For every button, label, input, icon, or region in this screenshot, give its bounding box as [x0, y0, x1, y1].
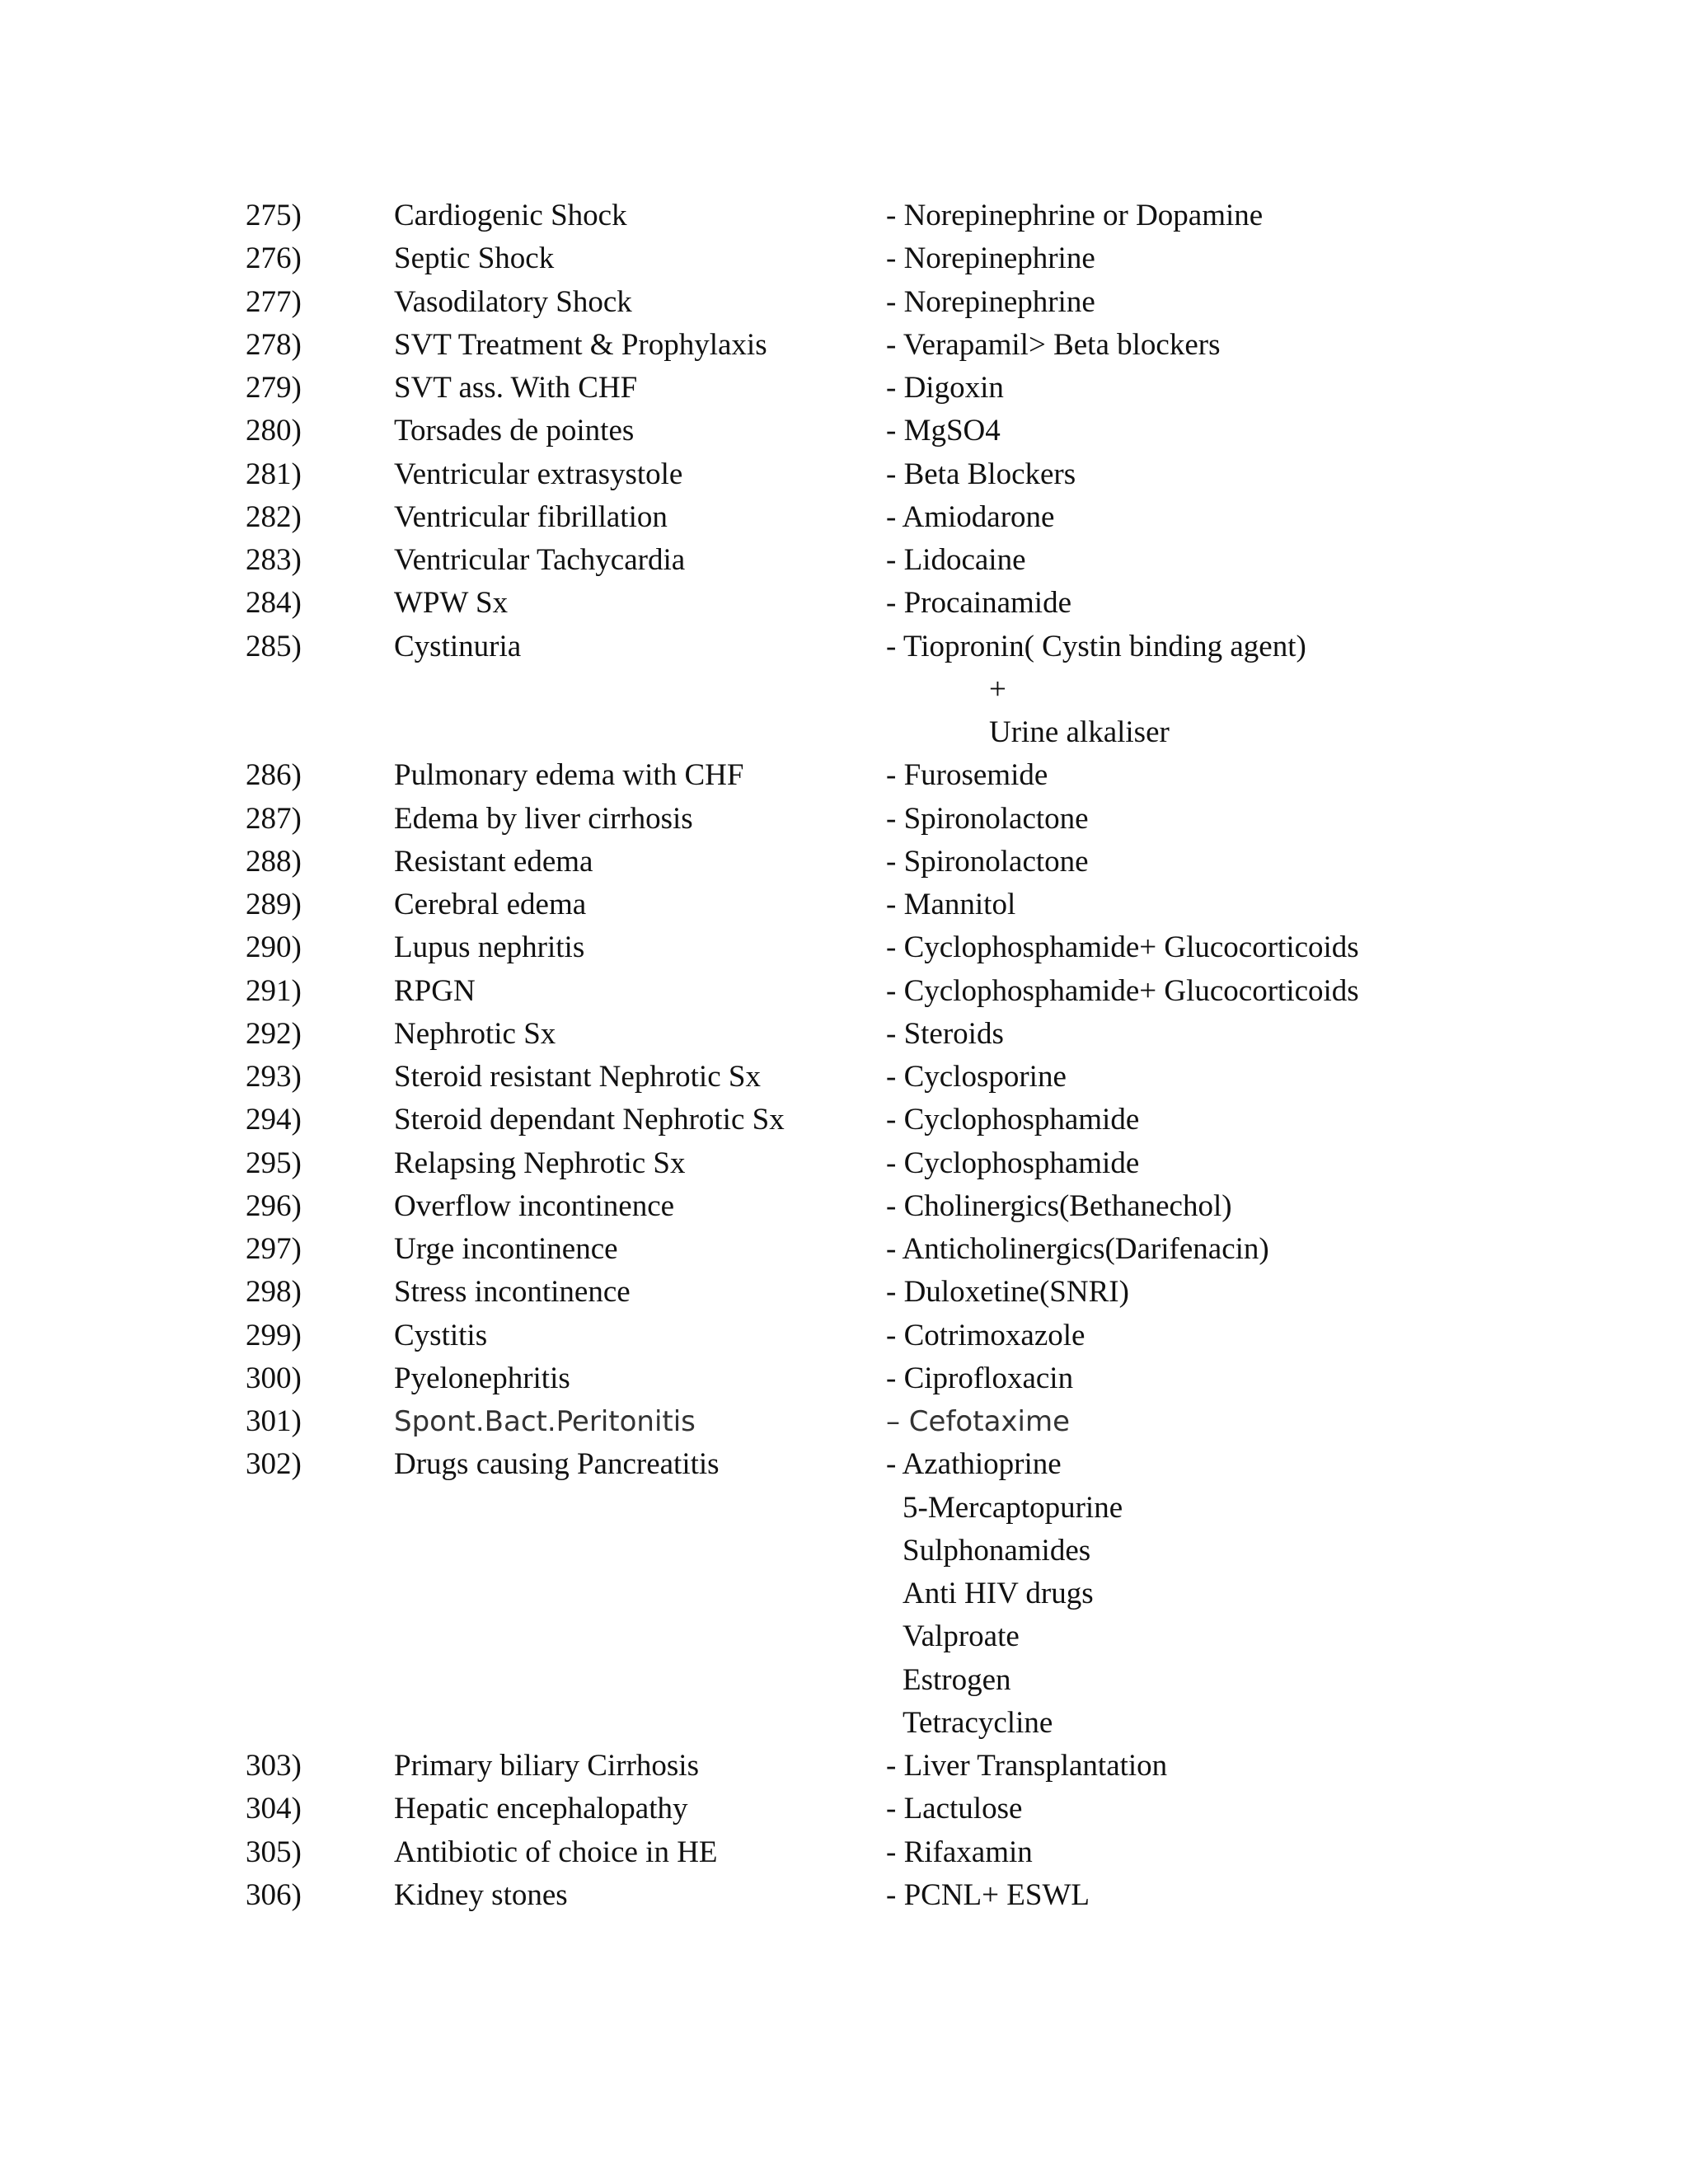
treatment-text: - Verapamil> Beta blockers	[886, 327, 1221, 362]
list-item	[0, 1400, 1688, 1443]
condition-name: Cerebral edema	[394, 888, 587, 921]
condition-name: Steroid resistant Nephrotic Sx	[394, 1060, 761, 1094]
condition-name: Cardiogenic Shock	[394, 199, 627, 232]
item-number: 301)	[246, 1404, 302, 1438]
treatment-text: Anti HIV drugs	[903, 1577, 1094, 1610]
condition-name: Spont.Bact.Peritonitis	[394, 1405, 696, 1438]
item-number: 304)	[246, 1792, 302, 1826]
item-number: 292)	[246, 1016, 302, 1051]
condition-name: Overflow incontinence	[394, 1188, 675, 1223]
condition-name: Primary biliary Cirrhosis	[394, 1749, 699, 1783]
list-item	[0, 1271, 1688, 1314]
treatment-text: - Ciprofloxacin	[886, 1361, 1074, 1395]
list-item	[0, 1874, 1688, 1917]
item-number: 294)	[246, 1103, 302, 1137]
condition-name: Stress incontinence	[394, 1275, 631, 1310]
condition-name: Cystinuria	[394, 629, 522, 663]
treatment-text: Sulphonamides	[903, 1533, 1091, 1568]
treatment-text: - Procainamide	[886, 586, 1071, 621]
item-number: 298)	[246, 1275, 302, 1310]
list-item	[0, 410, 1688, 452]
treatment-text: Estrogen	[903, 1662, 1011, 1697]
treatment-text: - Digoxin	[886, 371, 1004, 405]
treatment-text: +	[989, 672, 1006, 706]
list-item	[0, 1831, 1688, 1874]
condition-name: SVT ass. With CHF	[394, 371, 638, 405]
list-item	[0, 1099, 1688, 1141]
list-item	[0, 1056, 1688, 1099]
treatment-text: - Beta Blockers	[886, 457, 1076, 491]
treatment-text: - Steroids	[886, 1016, 1004, 1051]
treatment-text: - Furosemide	[886, 758, 1048, 793]
list-item	[0, 1357, 1688, 1400]
list-item	[0, 754, 1688, 797]
treatment-text: - Cyclosporine	[886, 1060, 1067, 1094]
item-number: 280)	[246, 414, 302, 448]
list-item	[0, 1228, 1688, 1271]
treatment-text: - Azathioprine	[886, 1447, 1062, 1482]
treatment-text: - Cotrimoxazole	[886, 1318, 1085, 1352]
list-item	[0, 324, 1688, 367]
item-number: 297)	[246, 1232, 302, 1266]
condition-name: Drugs causing Pancreatitis	[394, 1447, 720, 1482]
item-number: 283)	[246, 543, 302, 577]
condition-name: RPGN	[394, 973, 476, 1008]
list-item	[0, 194, 1688, 237]
condition-name: Antibiotic of choice in HE	[394, 1835, 718, 1869]
item-number: 291)	[246, 973, 302, 1008]
treatment-text: - Spironolactone	[886, 801, 1089, 836]
item-number: 278)	[246, 327, 302, 362]
condition-name: Pulmonary edema with CHF	[394, 758, 744, 793]
list-item	[0, 1487, 1688, 1530]
item-number: 293)	[246, 1060, 302, 1094]
treatment-text: - Norepinephrine	[886, 284, 1095, 319]
list-item	[0, 1745, 1688, 1788]
item-number: 288)	[246, 844, 302, 879]
list-item	[0, 1185, 1688, 1228]
condition-name: Lupus nephritis	[394, 930, 585, 965]
condition-name: Cystitis	[394, 1318, 488, 1352]
list-item	[0, 582, 1688, 625]
list-item	[0, 1530, 1688, 1572]
item-number: 299)	[246, 1318, 302, 1352]
item-number: 279)	[246, 371, 302, 405]
item-number: 287)	[246, 801, 302, 836]
item-number: 295)	[246, 1146, 302, 1180]
item-number: 305)	[246, 1835, 302, 1869]
treatment-text: - Cyclophosphamide	[886, 1146, 1140, 1180]
treatment-text: Urine alkaliser	[989, 715, 1170, 749]
treatment-text: - MgSO4	[886, 414, 1001, 448]
treatment-text: - Norepinephrine or Dopamine	[886, 199, 1264, 232]
list-item	[0, 1572, 1688, 1615]
item-number: 277)	[246, 284, 302, 319]
condition-name: Nephrotic Sx	[394, 1016, 556, 1051]
list-item	[0, 926, 1688, 969]
treatment-text: - Duloxetine(SNRI)	[886, 1275, 1129, 1310]
list-item	[0, 367, 1688, 410]
condition-name: Edema by liver cirrhosis	[394, 801, 693, 836]
item-number: 302)	[246, 1447, 302, 1482]
condition-name: Vasodilatory Shock	[394, 284, 632, 319]
condition-name: Hepatic encephalopathy	[394, 1792, 688, 1826]
treatment-text: - Norepinephrine	[886, 241, 1095, 276]
treatment-text: - Lactulose	[886, 1792, 1023, 1826]
list-item	[0, 1142, 1688, 1185]
treatment-text: - Cyclophosphamide	[886, 1103, 1140, 1137]
item-number: 306)	[246, 1877, 302, 1912]
item-number: 275)	[246, 199, 302, 232]
treatment-text: - Lidocaine	[886, 543, 1026, 577]
item-number: 281)	[246, 457, 302, 491]
treatment-text: - PCNL+ ESWL	[886, 1877, 1090, 1912]
treatment-text: - Cyclophosphamide+ Glucocorticoids	[886, 930, 1359, 965]
condition-name: Ventricular fibrillation	[394, 499, 668, 534]
item-number: 303)	[246, 1749, 302, 1783]
condition-name: Torsades de pointes	[394, 414, 635, 448]
list-item	[0, 1702, 1688, 1745]
item-number: 285)	[246, 629, 302, 663]
item-number: 284)	[246, 586, 302, 621]
item-number: 296)	[246, 1188, 302, 1223]
treatment-text: - Amiodarone	[886, 499, 1055, 534]
list-item	[0, 1615, 1688, 1658]
list-item	[0, 1659, 1688, 1702]
item-number: 289)	[246, 888, 302, 921]
list-item	[0, 711, 1688, 754]
condition-name: Ventricular extrasystole	[394, 457, 683, 491]
list-item	[0, 883, 1688, 926]
item-number: 276)	[246, 241, 302, 276]
list-item	[0, 539, 1688, 582]
condition-name: Resistant edema	[394, 844, 593, 879]
list-item	[0, 1315, 1688, 1357]
treatment-text: Tetracycline	[903, 1705, 1053, 1740]
list-item	[0, 1013, 1688, 1056]
condition-name: Relapsing Nephrotic Sx	[394, 1146, 686, 1180]
list-item	[0, 237, 1688, 280]
treatment-text: – Cefotaxime	[886, 1405, 1071, 1438]
treatment-text: Valproate	[903, 1619, 1020, 1654]
list-item	[0, 496, 1688, 539]
list-item	[0, 668, 1688, 711]
item-number: 290)	[246, 930, 302, 965]
treatment-text: 5-Mercaptopurine	[903, 1490, 1123, 1525]
treatment-text: - Tiopronin( Cystin binding agent)	[886, 629, 1306, 663]
treatment-text: - Mannitol	[886, 888, 1016, 921]
list-item	[0, 626, 1688, 668]
list-item	[0, 798, 1688, 841]
item-number: 282)	[246, 499, 302, 534]
condition-name: Kidney stones	[394, 1877, 568, 1912]
condition-name: Septic Shock	[394, 241, 555, 276]
item-number: 286)	[246, 758, 302, 793]
list-item	[0, 453, 1688, 496]
list-item	[0, 281, 1688, 324]
condition-name: SVT Treatment & Prophylaxis	[394, 327, 767, 362]
treatment-text: - Spironolactone	[886, 844, 1089, 879]
condition-name: Ventricular Tachycardia	[394, 543, 686, 577]
item-number: 300)	[246, 1361, 302, 1395]
treatment-text: - Cholinergics(Bethanechol)	[886, 1188, 1232, 1223]
treatment-text: - Cyclophosphamide+ Glucocorticoids	[886, 973, 1359, 1008]
treatment-text: - Liver Transplantation	[886, 1749, 1168, 1783]
condition-name: WPW Sx	[394, 586, 509, 621]
treatment-text: - Rifaxamin	[886, 1835, 1033, 1869]
list-item	[0, 1788, 1688, 1830]
condition-name: Pyelonephritis	[394, 1361, 570, 1395]
condition-name: Steroid dependant Nephrotic Sx	[394, 1103, 785, 1137]
treatment-text: - Anticholinergics(Darifenacin)	[886, 1232, 1269, 1266]
condition-name: Urge incontinence	[394, 1232, 618, 1266]
list-item	[0, 1443, 1688, 1486]
list-item	[0, 841, 1688, 883]
list-item	[0, 970, 1688, 1013]
